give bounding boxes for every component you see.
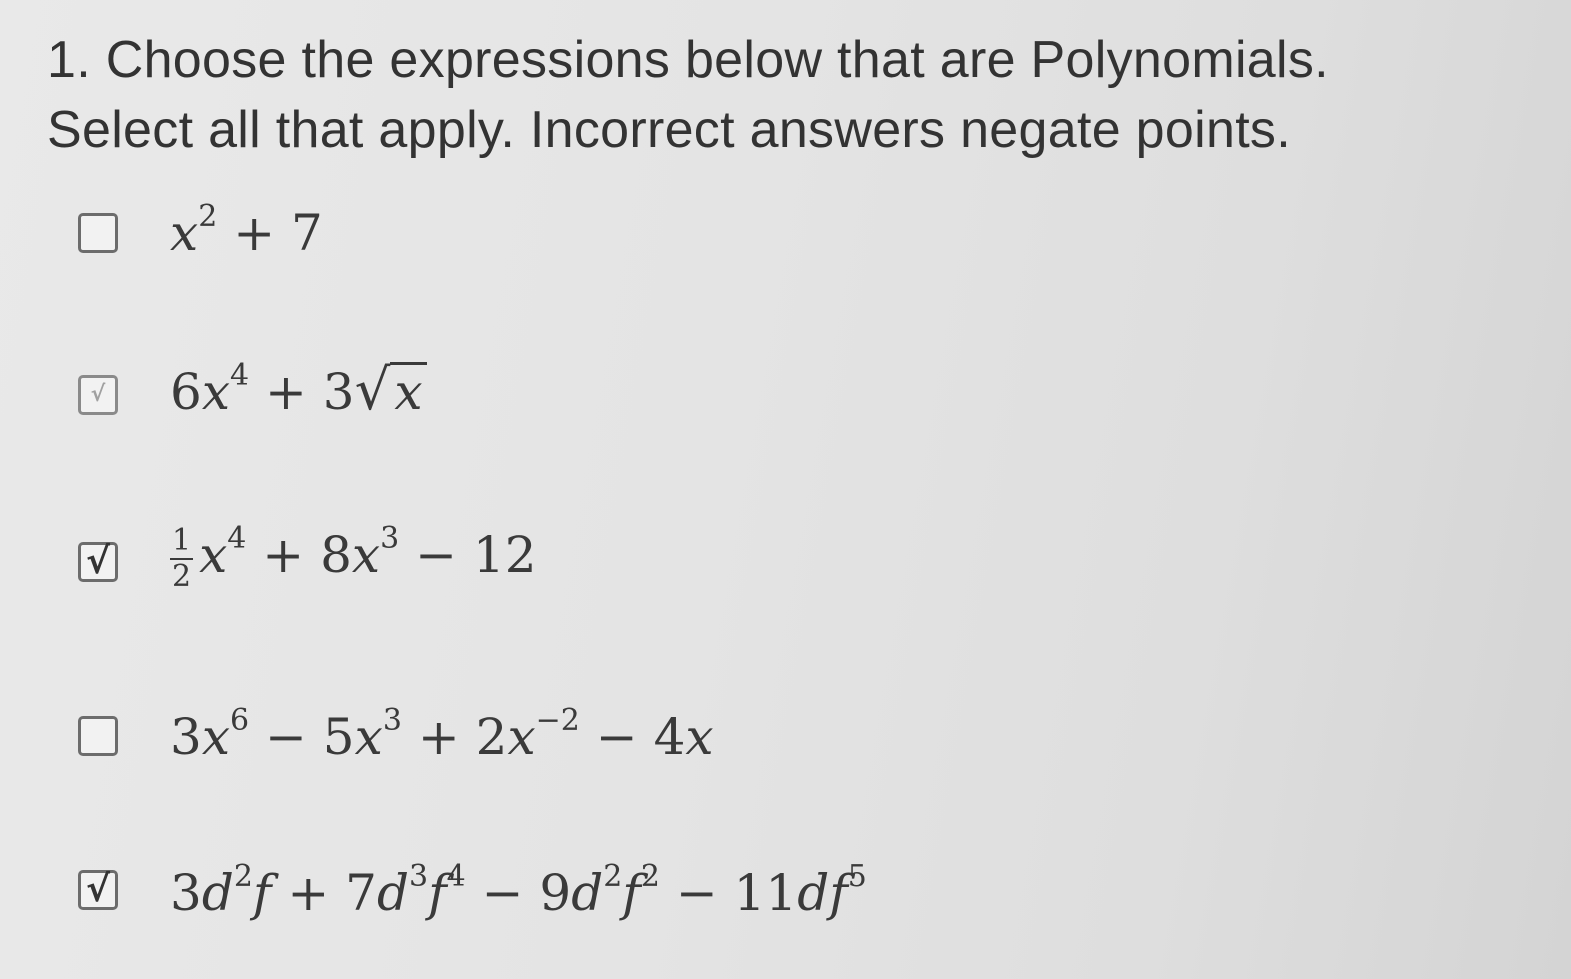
expr-term: x [507, 708, 536, 766]
expr-exponent: 4 [230, 358, 250, 393]
expr-coefficient: − 4 [595, 708, 686, 766]
option-3-checkbox[interactable]: √ [78, 542, 118, 582]
expr-coefficient: 3 [170, 708, 202, 766]
expr-term: + 3 [265, 363, 355, 421]
expr-term: − 12 [415, 526, 537, 584]
option-3-expression [170, 521, 537, 594]
expr-exponent: 4 [227, 521, 247, 556]
option-5-checkbox[interactable]: √ [78, 870, 118, 910]
fraction-numerator: 1 [172, 523, 192, 558]
expr-term: + 8 [262, 526, 352, 584]
expr-term: d [797, 864, 830, 922]
radical-sign-icon: √ [354, 358, 391, 423]
expr-exponent: 3 [380, 521, 400, 556]
expr-term: f [428, 864, 447, 922]
expr-term: x [354, 708, 383, 766]
option-2-expression [170, 358, 427, 423]
expr-term: d [376, 864, 409, 922]
question-text: 1. Choose the expressions below that are Polynomials. [47, 31, 1329, 89]
expr-term: x [201, 708, 231, 766]
expr-exponent: 2 [233, 859, 253, 894]
square-root [354, 358, 427, 423]
expr-coefficient: 6 [170, 363, 202, 421]
expr-radicand: x [394, 363, 423, 421]
expr-term: x [351, 526, 381, 584]
expr-term: f [829, 864, 848, 922]
expr-exponent: 2 [640, 859, 660, 894]
expr-term: f [622, 864, 641, 922]
option-4-expression [170, 703, 714, 766]
option-1-expression [170, 199, 323, 262]
option-5-expression [170, 859, 867, 922]
question-instructions: Select all that apply. Incorrect answers negate points. [47, 101, 1291, 159]
fraction-denominator: 2 [172, 559, 192, 594]
expr-term: + 7 [233, 204, 323, 262]
option-4-checkbox[interactable] [78, 716, 118, 756]
expr-exponent: 5 [847, 859, 867, 894]
expr-term: x [199, 526, 228, 584]
expr-term: x [201, 363, 231, 421]
expr-coefficient: − 11 [675, 864, 798, 922]
expr-exponent: −2 [535, 703, 580, 738]
expr-fraction [170, 524, 193, 594]
expr-coefficient: + 2 [417, 708, 508, 766]
expr-exponent: 2 [603, 859, 623, 894]
expr-coefficient: 3 [170, 864, 202, 922]
expr-exponent: 2 [198, 199, 218, 234]
expr-coefficient: − 5 [265, 708, 355, 766]
expr-exponent: 6 [230, 703, 250, 738]
expr-term: f [252, 864, 272, 922]
expr-term: x [170, 204, 199, 262]
expr-term: d [571, 864, 604, 922]
expr-term: x [685, 708, 714, 766]
option-1-checkbox[interactable] [78, 213, 118, 253]
expr-coefficient: + 7 [287, 864, 377, 922]
expr-coefficient: − 9 [481, 864, 572, 922]
expr-exponent: 3 [382, 703, 402, 738]
expr-term: d [201, 864, 234, 922]
expr-exponent: 3 [408, 859, 429, 894]
expr-exponent: 4 [446, 859, 466, 894]
option-2-checkbox[interactable]: √ [78, 375, 118, 415]
